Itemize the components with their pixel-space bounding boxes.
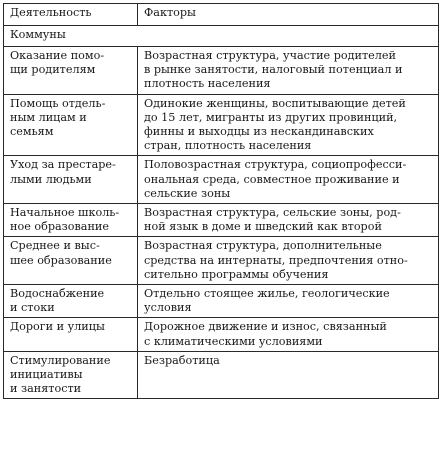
activity-line: Оказание помо- bbox=[10, 49, 105, 62]
factors-line: Дорожное движение и износ, связанный bbox=[144, 320, 387, 334]
factors-cell bbox=[138, 237, 439, 285]
activity-line: Стимулирование bbox=[10, 353, 111, 367]
section-row bbox=[4, 26, 439, 47]
activity-cell bbox=[4, 351, 138, 399]
activity-line: и занятости bbox=[10, 382, 82, 396]
table-row bbox=[4, 237, 439, 285]
factors-line: Одинокие женщины, воспитывающие детей bbox=[144, 96, 406, 110]
factors-cell bbox=[138, 285, 439, 318]
column-header-activity: Деятельность bbox=[4, 4, 138, 26]
factors-line: Безработица bbox=[144, 353, 220, 367]
activity-cell bbox=[4, 285, 138, 318]
factors-cell bbox=[138, 156, 439, 204]
factors-cell bbox=[138, 47, 439, 95]
activity-cell bbox=[4, 318, 138, 351]
factors-line: Возрастная структура, участие родителей bbox=[144, 49, 396, 62]
activity-line: Дороги и улицы bbox=[10, 320, 105, 334]
activity-cell bbox=[4, 94, 138, 156]
factors-line: сельские зоны bbox=[144, 186, 231, 200]
table-row bbox=[4, 351, 439, 399]
factors-table bbox=[3, 3, 439, 399]
factors-line: Возрастная структура, дополнительные bbox=[144, 239, 382, 253]
factors-cell bbox=[138, 204, 439, 237]
table-row bbox=[4, 94, 439, 156]
table-body bbox=[4, 26, 439, 399]
factors-line: плотность населения bbox=[144, 77, 271, 91]
activity-line: лыми людьми bbox=[10, 172, 92, 186]
header-row bbox=[4, 4, 439, 26]
factors-line: средства на интернаты, предпочтения отно- bbox=[144, 253, 408, 267]
activity-line: Среднее и выс- bbox=[10, 239, 100, 253]
factors-line: условия bbox=[144, 301, 192, 315]
activity-line: щи родителям bbox=[10, 63, 96, 77]
activity-line: Уход за престаре- bbox=[10, 158, 116, 172]
factors-line: с климатическими условиями bbox=[144, 334, 323, 348]
table-row bbox=[4, 204, 439, 237]
factors-line: сительно программы обучения bbox=[144, 267, 329, 281]
factors-line: Половозрастная структура, социопрофесси- bbox=[144, 158, 407, 172]
table-row bbox=[4, 285, 439, 318]
column-header-factors: Факторы bbox=[138, 4, 439, 26]
table-row bbox=[4, 156, 439, 204]
activity-line: Помощь отдель- bbox=[10, 96, 106, 110]
factors-line: финны и выходцы из нескандинавских bbox=[144, 125, 374, 139]
activity-cell bbox=[4, 156, 138, 204]
factors-line: до 15 лет, мигранты из других провинций, bbox=[144, 110, 398, 124]
factors-cell bbox=[138, 94, 439, 156]
factors-line: ной язык в доме и шведский как второй bbox=[144, 220, 382, 234]
table-row bbox=[4, 318, 439, 351]
activity-line: семьям bbox=[10, 125, 54, 139]
factors-line: Отдельно стоящее жилье, геологические bbox=[144, 287, 390, 301]
factors-cell bbox=[138, 351, 439, 399]
activity-line: Водоснабжение bbox=[10, 287, 105, 301]
activity-line: Начальное школь- bbox=[10, 206, 120, 220]
factors-line: в рынке занятости, налоговый потенциал и bbox=[144, 63, 403, 77]
activity-line: и стоки bbox=[10, 301, 55, 315]
factors-line: стран, плотность населения bbox=[144, 139, 312, 153]
activity-line: ное образование bbox=[10, 220, 110, 234]
table-row bbox=[4, 47, 439, 95]
factors-cell bbox=[138, 318, 439, 351]
factors-line: ональная среда, совместное проживание и bbox=[144, 172, 400, 186]
activity-line: ным лицам и bbox=[10, 110, 87, 124]
activity-line: инициативы bbox=[10, 368, 83, 382]
section-title: Коммуны bbox=[4, 26, 439, 47]
factors-line: Возрастная структура, сельские зоны, род- bbox=[144, 206, 401, 220]
activity-cell bbox=[4, 47, 138, 95]
activity-cell bbox=[4, 237, 138, 285]
activity-line: шее образование bbox=[10, 253, 112, 267]
activity-cell bbox=[4, 204, 138, 237]
